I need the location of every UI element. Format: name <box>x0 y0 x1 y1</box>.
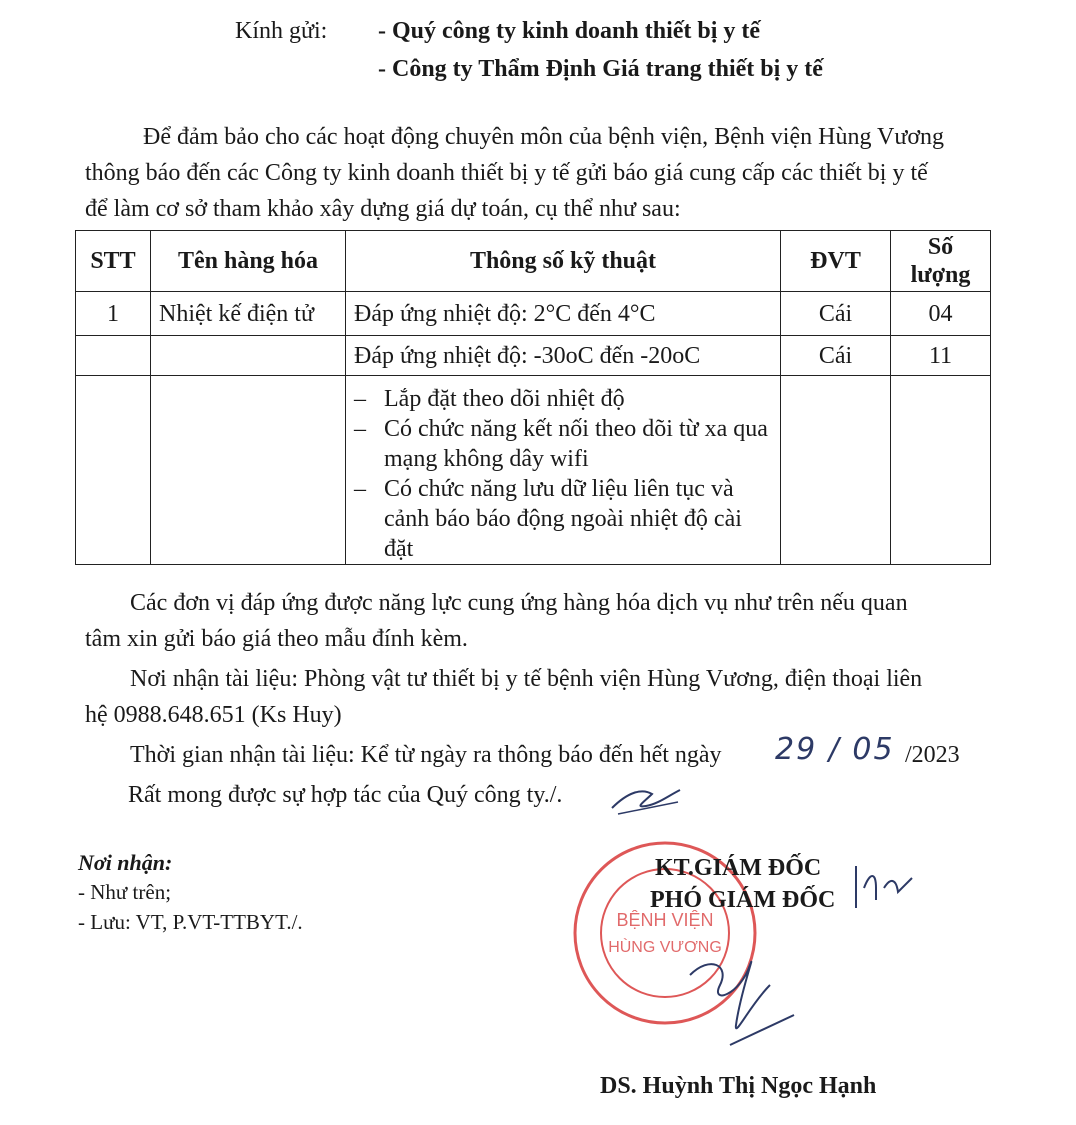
row-2-spec: Đáp ứng nhiệt độ: -30oC đến -20oC <box>346 336 781 376</box>
intro-line-2: thông báo đến các Công ty kinh doanh thiết bị y tế gửi báo giá cung cấp các thiết bị y tế <box>85 160 928 186</box>
list-item: – Lắp đặt theo dõi nhiệt độ <box>354 384 772 414</box>
row-2-unit: Cái <box>781 336 891 376</box>
table-row <box>76 336 991 376</box>
initial-signature-icon <box>850 858 925 918</box>
recipient-1: - Quý công ty kinh doanh thiết bị y tế <box>378 18 761 44</box>
initial-mark-icon <box>608 782 683 818</box>
header-unit: ĐVT <box>781 231 891 292</box>
salutation: Kính gửi: <box>235 18 328 44</box>
list-item: – Có chức năng kết nối theo dõi từ xa qua mạng không dây wifi <box>354 414 772 474</box>
spec-table <box>75 230 991 565</box>
body-p1-line-1: Các đơn vị đáp ứng được năng lực cung ứng hàng hóa dịch vụ như trên nếu quan <box>130 590 908 616</box>
svg-text:HÙNG VƯƠNG: HÙNG VƯƠNG <box>608 939 722 956</box>
row-3-qty <box>891 376 991 565</box>
header-qty: Số lượng <box>891 231 991 292</box>
handwritten-date: 29 / 05 <box>775 732 895 767</box>
deadline-year: /2023 <box>905 742 960 768</box>
table-row <box>76 376 991 565</box>
intro-line-3: để làm cơ sở tham khảo xây dựng giá dự toán, cụ thể như sau: <box>85 196 681 222</box>
deadline-text: Thời gian nhận tài liệu: Kể từ ngày ra thông báo đến hết ngày <box>130 742 722 768</box>
recipient-2: - Công ty Thẩm Định Giá trang thiết bị y tế <box>378 56 823 82</box>
position-title-2: PHÓ GIÁM ĐỐC <box>650 887 836 913</box>
signer-name: DS. Huỳnh Thị Ngọc Hạnh <box>600 1073 877 1099</box>
row-3-unit <box>781 376 891 565</box>
row-3-spec <box>346 376 781 565</box>
table-header-row <box>76 231 991 292</box>
recipients-title: Nơi nhận: <box>78 850 173 875</box>
row-2-name <box>151 336 346 376</box>
row-3-name <box>151 376 346 565</box>
header-name: Tên hàng hóa <box>151 231 346 292</box>
row-1-unit: Cái <box>781 292 891 336</box>
recipient-item: - Như trên; <box>78 880 172 904</box>
header-stt: STT <box>76 231 151 292</box>
closing-text: Rất mong được sự hợp tác của Quý công ty./. <box>128 782 563 808</box>
body-p1-line-2: tâm xin gửi báo giá theo mẫu đính kèm. <box>85 626 468 652</box>
row-2-qty: 11 <box>891 336 991 376</box>
row-2-stt <box>76 336 151 376</box>
row-1-stt: 1 <box>76 292 151 336</box>
body-p2-line-2: hệ 0988.648.651 (Ks Huy) <box>85 702 342 728</box>
position-title-1: KT.GIÁM ĐỐC <box>655 855 822 881</box>
intro-line-1: Để đảm bảo cho các hoạt động chuyên môn của bệnh viện, Bệnh viện Hùng Vương <box>143 124 945 150</box>
svg-text:BỆNH VIỆN: BỆNH VIỆN <box>616 910 714 930</box>
recipient-item: - Lưu: VT, P.VT-TTBYT./. <box>78 910 303 934</box>
row-1-name: Nhiệt kế điện tử <box>151 292 346 336</box>
list-item: – Có chức năng lưu dữ liệu liên tục và cảnh báo báo động ngoài nhiệt độ cài đặt <box>354 474 772 564</box>
feature-list <box>354 376 772 564</box>
table-row <box>76 292 991 336</box>
row-1-qty: 04 <box>891 292 991 336</box>
row-3-stt <box>76 376 151 565</box>
body-p2-line-1: Nơi nhận tài liệu: Phòng vật tư thiết bị y tế bệnh viện Hùng Vương, điện thoại liên <box>130 666 923 692</box>
header-spec: Thông số kỹ thuật <box>346 231 781 292</box>
signature-icon <box>680 935 800 1055</box>
row-1-spec: Đáp ứng nhiệt độ: 2°C đến 4°C <box>346 292 781 336</box>
